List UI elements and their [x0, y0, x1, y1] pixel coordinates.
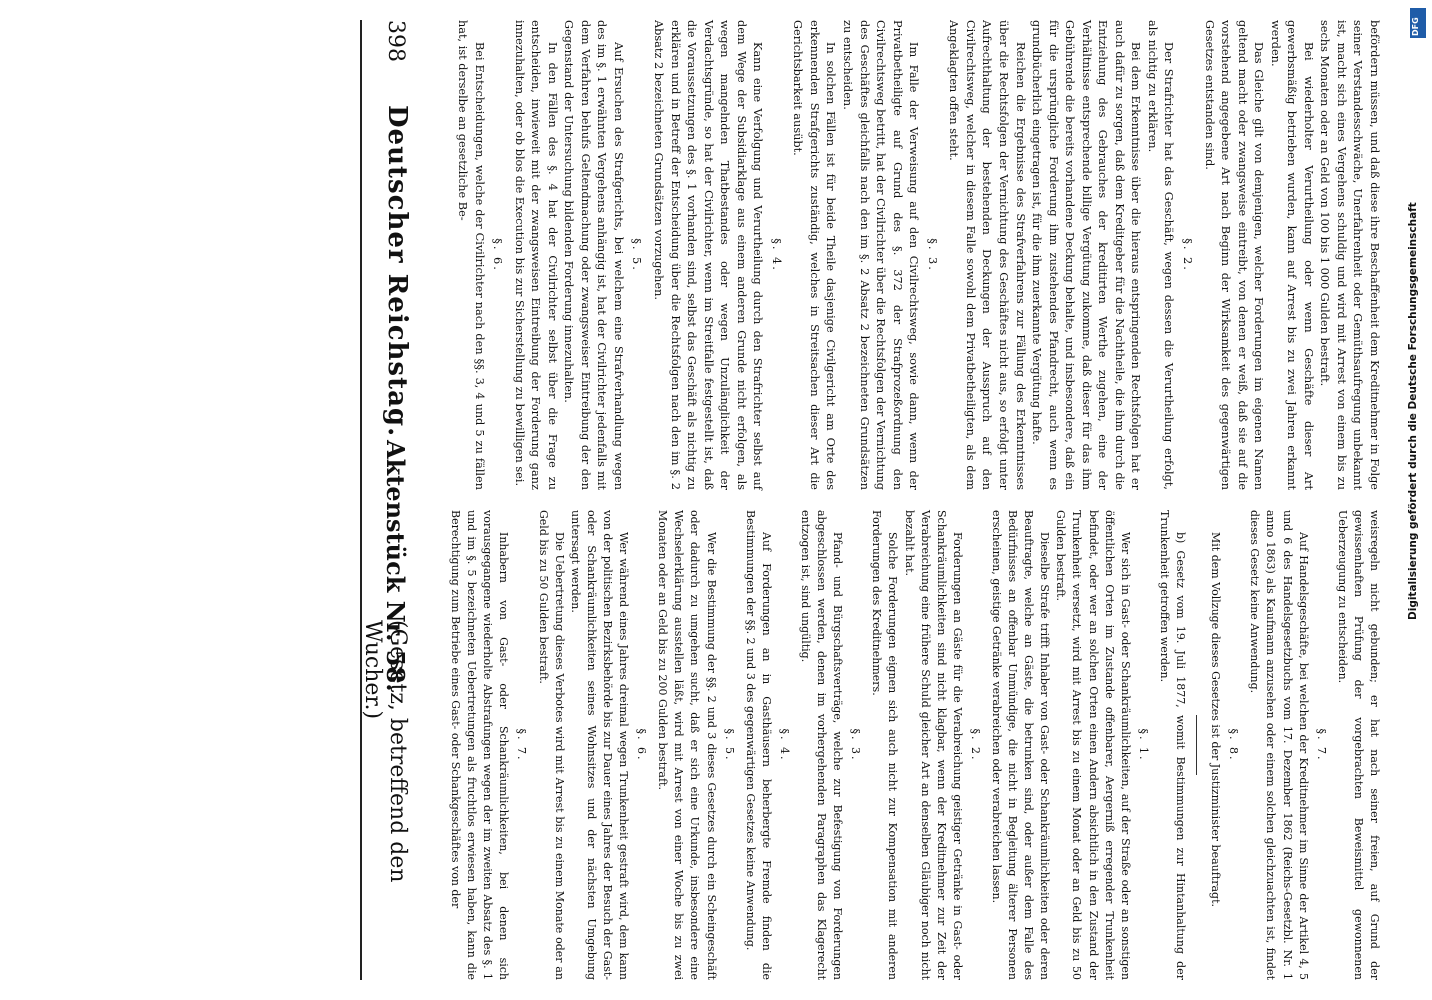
- section-heading: §. 3.: [925, 238, 939, 272]
- law-subject: (Gesetz, betreffend den Wucher.): [360, 620, 410, 883]
- paragraph: Mit dem Vollzuge dieses Gesetzes ist der Justizminister beauftragt.: [1209, 532, 1223, 907]
- paragraph: Pfand- und Bürgschaftsverträge, welche zur Befestigung von Forderungen abgeschlossen werden, denen im vorhergehenden Paragraphen das Klagerecht entzogen ist, sind ungültig.: [799, 510, 845, 980]
- paragraph: Bei Entscheidungen, welche der Civilrichter nach den §§. 3, 4 und 5 zu fällen hat, ist derselbe an gesetzliche Be-: [456, 20, 486, 490]
- paragraph: Bei dem Erkenntnisse über die hieraus entspringenden Rechtsfolgen hat er auch dafür zu sorgen, daß dem Kreditgeber für die Nachtheile, die ihm durch die Entziehung des Gebrauches der kreditirten Werthe zugehen, eine der Verhältnisse entsprechende billige Vergütung zukomme, daß dieser für das ihm Gebührende die bereits vorhandene Deckung behalte, und insbesondere, daß ein für die ursprüngliche Forderung ihm zustehendes Pfandrecht, auch wenn es grundbücherlich eingetragen ist, für die ihm zuerkannte Vergütung hafte.: [1030, 20, 1143, 490]
- paper-title: Deutscher Reichstag.: [382, 105, 412, 438]
- paragraph: Wer sich in Gast- oder Schankräumlichkeiten, auf der Straße oder an sonstigen öffentlichen Orten im Zustande offenbarer, Aergerniß erregender Trunkenheit befindet, oder wer an solchen Orten einen Andern absichtlich in den Zustand der Trunkenheit versetzt, wird mit Arrest bis zu einem Monat oder an Geld bis zu 50 Gulden bestraft.: [1054, 510, 1132, 980]
- section-heading: §. 8.: [1227, 728, 1241, 762]
- section-heading: §. 2.: [1180, 238, 1194, 272]
- paragraph: Dieselbe Strafe trifft Inhaber von Gast- oder Schankräumlichkeiten oder deren Beauftragte, welche an Gäste, die betrunken sind, oder außer dem Falle des Bedürfnisses an offenbar Unmündige, die nicht in Begleitung älterer Personen erscheinen, geistige Getränke verabreichen oder verabreichen lassen.: [990, 510, 1052, 980]
- law-title: b) Gesetz vom 19. Juli 1877, womit Bestimmungen zur Hintanhaltung der Trunkenheit getroffen werden.: [1157, 510, 1188, 980]
- digitization-note-text: Digitalisierung gefördert durch die Deutsche Forschungsgemeinschaft: [1407, 202, 1419, 620]
- section-divider: [1196, 715, 1197, 775]
- paragraph: Forderungen an Gäste für die Verabreichung geistiger Getränke in Gast- oder Schankräumlichkeiten sind nicht klagbar, wenn der Kreditnehmer zur Zeit der Verabreichung eine frühere Schuld gleicher Art an denselben Gläubiger noch nicht bezahlt hat.: [902, 510, 964, 980]
- section-heading: §. 1.: [1136, 728, 1150, 762]
- document-number: Aktenstück Nr. 58.: [381, 440, 410, 692]
- paragraph: In den Fällen des §. 4 hat der Civilrichter selbst über die Frage zu entscheiden, inwieweit mit der zwangsweisen Eintreibung der Forderung ganz innezuhalten, oder ob blos die Execution bis zur Sicherstellung zu bewilligen sei.: [512, 20, 559, 490]
- section-heading: §. 7.: [515, 728, 529, 762]
- paragraph: Wer die Bestimmung der §§. 2 und 3 dieses Gesetzes durch ein Scheingeschäft oder dadurch zu umgehen sucht, daß er sich eine Urkunde, insbesondere eine Wechselerklärung ausstellen läßt, wird mit Arrest von einer Woche bis zu zwei Monaten oder an Geld bis zu 200 Gulden bestraft.: [656, 510, 718, 980]
- page-header: [360, 20, 422, 980]
- paragraph: Bei wiederholter Verurtheilung oder wenn Geschäfte dieser Art gewerbsmäßig betrieben wurden, kann auf Arrest bis zu zwei Jahren erkannt werden.: [1268, 20, 1315, 490]
- paragraph: Auf Handelsgeschäfte, bei welchen der Kreditnehmer im Sinne der Artikel 4, 5 und 6 des Handelsgesetzbuchs vom 17. Dezember 1862 (Reichs-Gesetzbl. Nr. 1 anno 1863) als Kaufmann anzusehen oder einem solchen gleichzuachten ist, findet dieses Gesetz keine Anwendung.: [1248, 510, 1310, 980]
- section-heading: §. 4.: [769, 238, 783, 272]
- section-heading: §. 5.: [630, 238, 644, 272]
- text-column-left: [432, 20, 1382, 490]
- paragraph: Kann eine Verfolgung und Verurtheilung durch den Strafrichter selbst auf dem Wege der Subsidiarklage aus einem anderen Grunde nicht erfolgen, als wegen mangelnden Thatbestandes oder wegen Unzulänglichkeit der Verdachtsgründe, so hat der Civilrichter, wenn im Streitfalle festgestellt ist, daß die Voraussetzungen des §. 1 vorhanden sind, selbst das Geschäft als nichtig zu erklären und in Betreff der Entscheidung über die Rechtsfolgen nach den im §. 2 Absatz 2 bezeichneten Grundsätzen vorzugehen.: [652, 20, 765, 490]
- dfg-logo: DFG: [1410, 8, 1426, 38]
- section-heading: §. 2.: [968, 728, 982, 762]
- paragraph: Der Strafrichter hat das Geschäft, wegen dessen die Verurtheilung erfolgt, als nichtig zu erklären.: [1145, 20, 1176, 490]
- paragraph: Inhabern von Gast- oder Schankräumlichkeiten, bei denen sich vorausgegangene wiederholte Abstrafungen wegen der im zweiten Absatz des §. 1 und im §. 5 bezeichneten Uebertretungen als fruchtlos erwiesen haben, kann die Berechtigung zum Betriebe eines Gast- oder Schankgeschäftes von der: [449, 510, 511, 980]
- paragraph: Reichen die Ergebnisse des Strafverfahrens zur Fällung des Erkenntnisses über die Rechtsfolgen der Vernichtung des Geschäftes nicht aus, so erfolgt unter Aufrechthaltung der bestehenden Deckungen der Ausspruch auf den Civilrechtsweg, welcher in diesem Falle sowohl dem Privatbetheiligten, als dem Angeklagten offen steht.: [947, 20, 1027, 490]
- page-number: 398: [383, 20, 408, 62]
- paragraph: Im Falle der Verweisung auf den Civilrechtsweg, sowie dann, wenn der Privatbetheiligte auf Grund des §. 372 der Strafprozeßordnung den Civilrechtsweg betritt, hat der Civilrichter über die Rechtsfolgen der Vernichtung des Geschäftes gleichfalls nach den im §. 2 Absatz 2 bezeichneten Grundsätzen zu entscheiden.: [841, 20, 921, 490]
- paragraph: Das Gleiche gilt von demjenigen, welcher Forderungen im eigenen Namen geltend macht oder zwangsweise eintreibt, von denen er weiß, daß sie auf die vorstehend angegebene Art nach Beginn der Wirksamkeit des gegenwärtigen Gesetzes entstanden sind.: [1202, 20, 1266, 490]
- paragraph: Die Uebertretung dieses Verbotes wird mit Arrest bis zu einem Monate oder an Geld bis zu 50 Gulden bestraft.: [536, 510, 566, 980]
- paragraph: Solche Forderungen eignen sich auch nicht zur Kompensation mit anderen Forderungen des Kreditnehmers.: [870, 510, 900, 980]
- paragraph: In solchen Fällen ist für beide Theile dasjenige Civilgericht am Orte des erkennenden Strafgerichts zuständig, welches in Streitsachen dieser Art die Gerichtsbarkeit ausübt.: [791, 20, 838, 490]
- section-heading: §. 3.: [849, 728, 863, 762]
- section-heading: §. 7.: [1314, 728, 1328, 762]
- text-column-right: [432, 510, 1382, 980]
- paragraph: Auf Forderungen an in Gasthäusern beherbergte Fremde finden die Bestimmungen der §§. 2 und 3 des gegenwärtigen Gesetzes keine Anwendung.: [743, 510, 773, 980]
- section-heading: §. 6.: [491, 238, 505, 272]
- paragraph: Wer während eines Jahres dreimal wegen Trunkenheit gestraft wird, dem kann von der politischen Bezirksbehörde bis zur Dauer eines Jahres der Besuch der Gast- oder Schankräumlichkeiten seines Wohnsitzes und der nächsten Umgebung untersagt werden.: [568, 510, 631, 980]
- section-heading: §. 5.: [722, 728, 736, 762]
- paragraph: Auf Ersuchen des Strafgerichts, bei welchem eine Strafverhandlung wegen des im §. 1 erwähnten Vergehens anhängig ist, hat der Civilrichter jedenfalls mit dem Verfahren behufs Geltendmachung oder zwangsweiser Eintreibung der den Gegenstand der Untersuchung bildenden Forderung innezuhalten.: [562, 20, 625, 490]
- section-heading: §. 6.: [635, 728, 649, 762]
- digitization-note: [1407, 40, 1427, 620]
- paragraph: befördern müssen, und daß diese ihre Beschaffenheit dem Kreditnehmer in Folge seiner Verstandesschwäche, Unerfahrenheit oder Gemüthsaufregung unbekannt ist, macht sich eines Vergehens schuldig und wird mit Arrest von einem bis zu sechs Monaten oder an Geld von 100 bis 1 000 Gulden bestraft.: [1318, 20, 1381, 490]
- paragraph: weisregeln nicht gebunden; er hat nach seiner freien, auf Grund der gewissenhaften Prüfung der vorgebrachten Beweismittel gewonnenen Ueberzeugung zu entscheiden.: [1335, 510, 1381, 980]
- section-heading: §. 4.: [777, 728, 791, 762]
